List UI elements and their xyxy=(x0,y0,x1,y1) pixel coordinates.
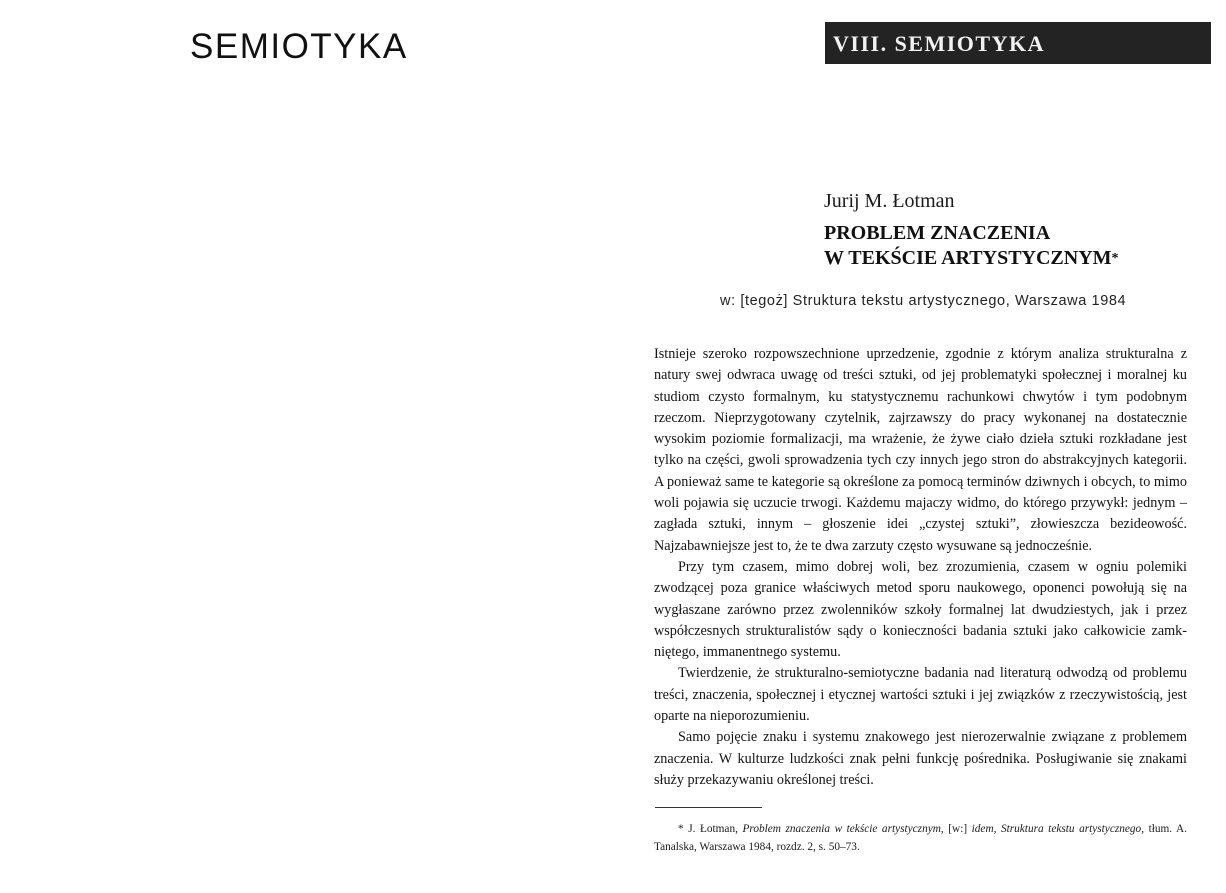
article-title-line-1: PROBLEM ZNACZENIA xyxy=(824,222,1051,244)
footnote-divider xyxy=(655,807,762,808)
footnote-work-title: Problem znaczenia w tekście artystycznym xyxy=(742,823,941,835)
footnote-text xyxy=(654,820,1187,856)
article-title xyxy=(824,221,1119,271)
paragraph: Istnieje szeroko rozpowszechnione uprzedzenie, zgodnie z którym analiza strukturalna z natury swej odwraca uwagę od treści sztuki, od jej problematyki społecznej i moralnej ku studiom czysto formalnym, ku statystycznemu rachunkowi chwytów i tym podobnym rzeczom. Nieprzygotowany czytelnik, zajrzawszy do pracy wykonanej na dostatecznie wysokim poziomie formalizacji, ma wrażenie, że żywe ciało dzieła sztuki rozkładane jest tylko na części, gwoli sprowadzenia tych czy innych jego stron do abstrakcyjnych kategorii. A ponieważ same te kategorie są określone za pomocą terminów dziwnych i obcych, to mimo woli pojawia się uczucie trwogi. Każdemu majaczy widmo, do którego przywykł: jednym – zagłada sztuki, innym – głoszenie idei „czystej sztuki”, złowieszcza bezideowość. Najzabawniejsze jest to, że te dwa zarzuty często wysuwane są jednocześnie. xyxy=(654,346,1187,554)
footnote-author: * J. Łotman, xyxy=(678,823,743,835)
article-body xyxy=(654,344,1187,791)
footnote xyxy=(654,820,1187,856)
article-title-line-2 xyxy=(824,246,1119,271)
left-page-title: SEMIOTYKA xyxy=(190,27,408,66)
paragraph: Przy tym czasem, mimo dobrej woli, bez zrozumienia, czasem w ogniu polemiki zwodzącej poza granice właściwych metod sporu naukowego, oponenci powołują się na wygłaszane zarówno przez zwolenników szkoły formalnej lat dwudziestych, jak i przez współczesnych strukturalistów sądy o konieczności badania sztuki jako całkowicie zamkniętego, immanentnego systemu. xyxy=(654,558,1187,661)
footnote-in-marker: , [w:] xyxy=(940,823,972,835)
article-title-line-2-text: W TEKŚCIE ARTYSTYCZNYM xyxy=(824,247,1112,269)
article-author: Jurij M. Łotman xyxy=(824,190,955,212)
paragraph: Samo pojęcie znaku i systemu znakowego jest nierozerwalnie związane z problemem znaczenia. W kulturze ludzkości znak pełni funkcję pośrednika. Posługiwanie się znakami służy przekazywaniu określonej treści. xyxy=(654,729,1187,788)
footnote-details: , tłum. A. Tanalska, Warszawa 1984, rozdz. 2, s. 50–73. xyxy=(654,823,1188,853)
paragraph: Twierdzenie, że strukturalno-semiotyczne badania nad literaturą odwodzą od problemu treści, znaczenia, społecznej i etycznej wartości sztuki i jej związków z rzeczywistością, jest oparte na nieporozumieniu. xyxy=(654,665,1187,725)
title-footnote-mark: * xyxy=(1111,251,1119,266)
left-page xyxy=(0,0,612,893)
footnote-book-title: idem, Struktura tekstu artystycznego xyxy=(971,823,1142,835)
source-citation: w: [tegoż] Struktura tekstu artystycznego, Warszawa 1984 xyxy=(720,293,1127,309)
chapter-heading: VIII. SEMIOTYKA xyxy=(825,22,1211,64)
right-page xyxy=(640,0,1226,893)
